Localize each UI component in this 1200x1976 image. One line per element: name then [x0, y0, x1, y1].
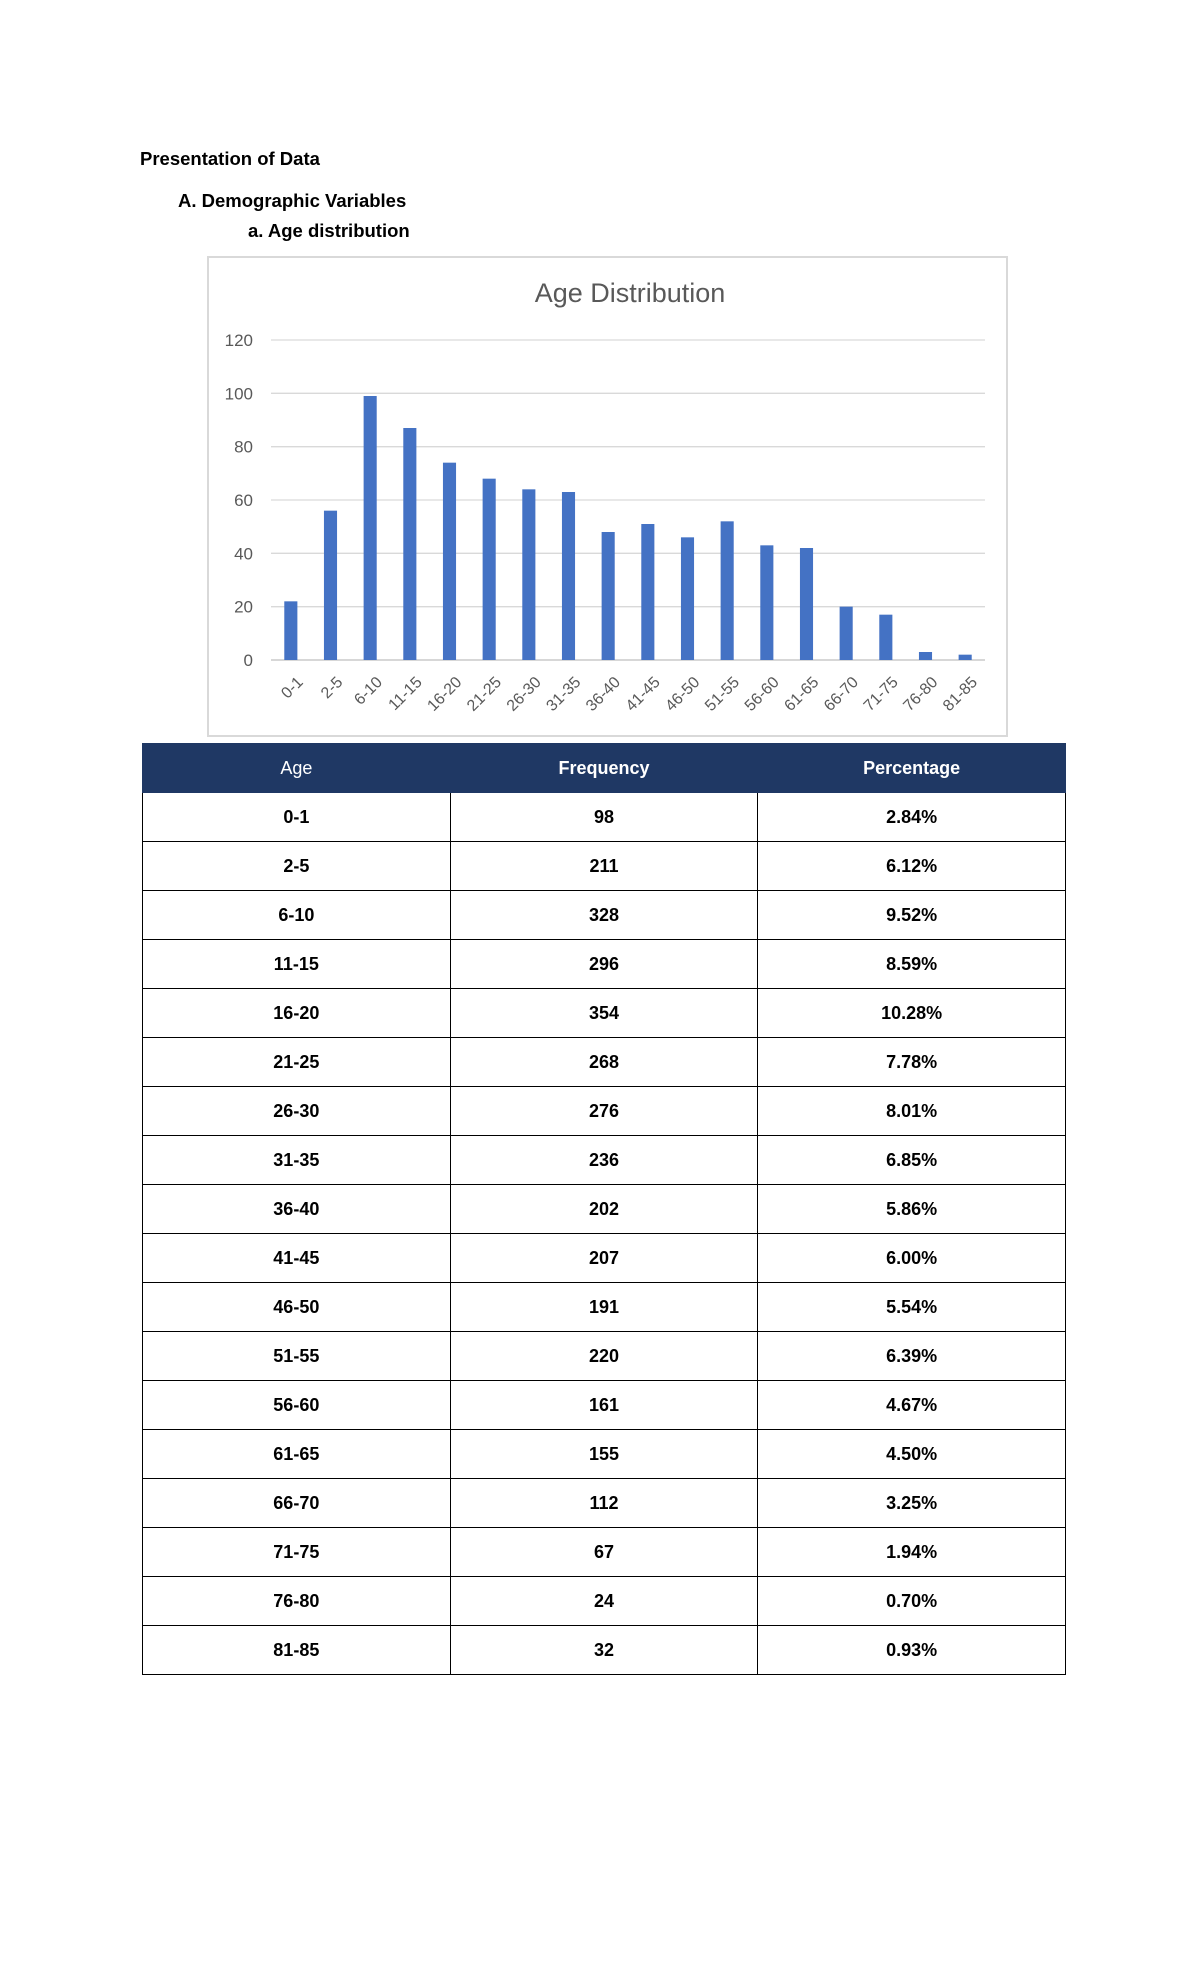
frequency-cell: 202 — [450, 1185, 758, 1234]
frequency-cell: 220 — [450, 1332, 758, 1381]
y-tick-label: 120 — [224, 331, 253, 350]
percentage-cell: 3.25% — [758, 1479, 1066, 1528]
age-cell: 51-55 — [143, 1332, 451, 1381]
percentage-cell: 1.94% — [758, 1528, 1066, 1577]
age-table — [142, 743, 1066, 1675]
page-title: Presentation of Data — [140, 148, 320, 169]
section-heading: A. Demographic Variables — [178, 190, 407, 211]
table-row — [143, 793, 1066, 842]
x-tick-label: 76-80 — [900, 673, 942, 715]
x-tick-label: 46-50 — [662, 673, 704, 715]
bar — [324, 511, 337, 660]
bar — [641, 524, 654, 660]
table-body — [143, 793, 1066, 1675]
chart-svg — [209, 258, 1006, 735]
table-row — [143, 1430, 1066, 1479]
x-tick-label: 16-20 — [424, 673, 466, 715]
table-row — [143, 1087, 1066, 1136]
table-row — [143, 1479, 1066, 1528]
percentage-cell: 6.85% — [758, 1136, 1066, 1185]
percentage-cell: 4.67% — [758, 1381, 1066, 1430]
frequency-cell: 24 — [450, 1577, 758, 1626]
bar — [800, 548, 813, 660]
frequency-cell: 191 — [450, 1283, 758, 1332]
frequency-cell: 207 — [450, 1234, 758, 1283]
frequency-cell: 354 — [450, 989, 758, 1038]
x-tick-label: 6-10 — [351, 673, 387, 709]
table-row — [143, 1332, 1066, 1381]
age-cell: 2-5 — [143, 842, 451, 891]
y-tick-label: 100 — [224, 384, 253, 404]
table-row — [143, 1381, 1066, 1430]
frequency-cell: 296 — [450, 940, 758, 989]
frequency-cell: 236 — [450, 1136, 758, 1185]
percentage-cell: 4.50% — [758, 1430, 1066, 1479]
header-frequency: Frequency — [450, 744, 758, 793]
bar — [879, 615, 892, 660]
bar — [483, 479, 496, 660]
age-cell: 0-1 — [143, 793, 451, 842]
percentage-cell: 6.39% — [758, 1332, 1066, 1381]
frequency-cell: 268 — [450, 1038, 758, 1087]
table-row — [143, 989, 1066, 1038]
age-cell: 66-70 — [143, 1479, 451, 1528]
x-tick-label: 31-35 — [543, 673, 585, 715]
table-header-row — [143, 744, 1066, 793]
table-row — [143, 1283, 1066, 1332]
table-row — [143, 1136, 1066, 1185]
y-tick-label: 60 — [234, 491, 253, 510]
frequency-cell: 161 — [450, 1381, 758, 1430]
y-tick-label: 40 — [234, 544, 253, 564]
percentage-cell: 8.59% — [758, 940, 1066, 989]
y-tick-label: 0 — [243, 651, 253, 670]
percentage-cell: 10.28% — [758, 989, 1066, 1038]
table-row — [143, 1234, 1066, 1283]
age-cell: 21-25 — [143, 1038, 451, 1087]
table-row — [143, 1626, 1066, 1675]
age-cell: 56-60 — [143, 1381, 451, 1430]
table-row — [143, 1185, 1066, 1234]
bar — [840, 607, 853, 660]
bar — [760, 545, 773, 660]
age-cell: 41-45 — [143, 1234, 451, 1283]
table-row — [143, 1577, 1066, 1626]
percentage-cell: 6.00% — [758, 1234, 1066, 1283]
age-cell: 76-80 — [143, 1577, 451, 1626]
age-cell: 81-85 — [143, 1626, 451, 1675]
bar — [364, 396, 377, 660]
percentage-cell: 5.54% — [758, 1283, 1066, 1332]
age-cell: 71-75 — [143, 1528, 451, 1577]
frequency-cell: 67 — [450, 1528, 758, 1577]
age-distribution-chart — [207, 256, 1008, 737]
y-tick-label: 80 — [234, 437, 253, 457]
percentage-cell: 2.84% — [758, 793, 1066, 842]
table-row — [143, 940, 1066, 989]
table-row — [143, 891, 1066, 940]
frequency-cell: 211 — [450, 842, 758, 891]
x-tick-label: 56-60 — [741, 673, 783, 715]
table-row — [143, 842, 1066, 891]
bar — [602, 532, 615, 660]
header-percentage: Percentage — [758, 744, 1066, 793]
percentage-cell: 5.86% — [758, 1185, 1066, 1234]
frequency-cell: 155 — [450, 1430, 758, 1479]
bar — [919, 652, 932, 660]
x-tick-label: 81-85 — [940, 673, 982, 715]
age-cell: 36-40 — [143, 1185, 451, 1234]
table-row — [143, 1038, 1066, 1087]
frequency-cell: 32 — [450, 1626, 758, 1675]
percentage-cell: 8.01% — [758, 1087, 1066, 1136]
bar — [403, 428, 416, 660]
x-tick-label: 21-25 — [464, 673, 506, 715]
percentage-cell: 7.78% — [758, 1038, 1066, 1087]
bar — [721, 521, 734, 660]
x-tick-label: 66-70 — [821, 673, 863, 715]
subsection-heading: a. Age distribution — [248, 220, 410, 241]
table-row — [143, 1528, 1066, 1577]
bar — [284, 601, 297, 660]
x-tick-label: 26-30 — [503, 673, 545, 715]
frequency-cell: 112 — [450, 1479, 758, 1528]
x-tick-label: 41-45 — [622, 673, 664, 715]
y-tick-label: 20 — [234, 597, 253, 617]
x-tick-label: 0-1 — [278, 673, 307, 703]
x-tick-label: 36-40 — [583, 673, 625, 715]
age-cell: 6-10 — [143, 891, 451, 940]
header-age: Age — [143, 744, 451, 793]
age-cell: 31-35 — [143, 1136, 451, 1185]
x-tick-label: 51-55 — [702, 673, 744, 715]
bar — [959, 655, 972, 660]
age-cell: 16-20 — [143, 989, 451, 1038]
x-tick-label: 11-15 — [385, 673, 426, 714]
x-tick-label: 61-65 — [781, 673, 823, 715]
x-tick-label: 71-75 — [860, 673, 902, 715]
percentage-cell: 6.12% — [758, 842, 1066, 891]
frequency-cell: 98 — [450, 793, 758, 842]
age-cell: 26-30 — [143, 1087, 451, 1136]
percentage-cell: 0.70% — [758, 1577, 1066, 1626]
bar — [443, 463, 456, 660]
x-tick-label: 2-5 — [318, 673, 347, 703]
age-cell: 11-15 — [143, 940, 451, 989]
chart-title: Age Distribution — [534, 278, 726, 308]
bar — [562, 492, 575, 660]
frequency-cell: 276 — [450, 1087, 758, 1136]
percentage-cell: 9.52% — [758, 891, 1066, 940]
age-cell: 46-50 — [143, 1283, 451, 1332]
age-cell: 61-65 — [143, 1430, 451, 1479]
bar — [522, 489, 535, 660]
bar — [681, 537, 694, 660]
percentage-cell: 0.93% — [758, 1626, 1066, 1675]
frequency-cell: 328 — [450, 891, 758, 940]
